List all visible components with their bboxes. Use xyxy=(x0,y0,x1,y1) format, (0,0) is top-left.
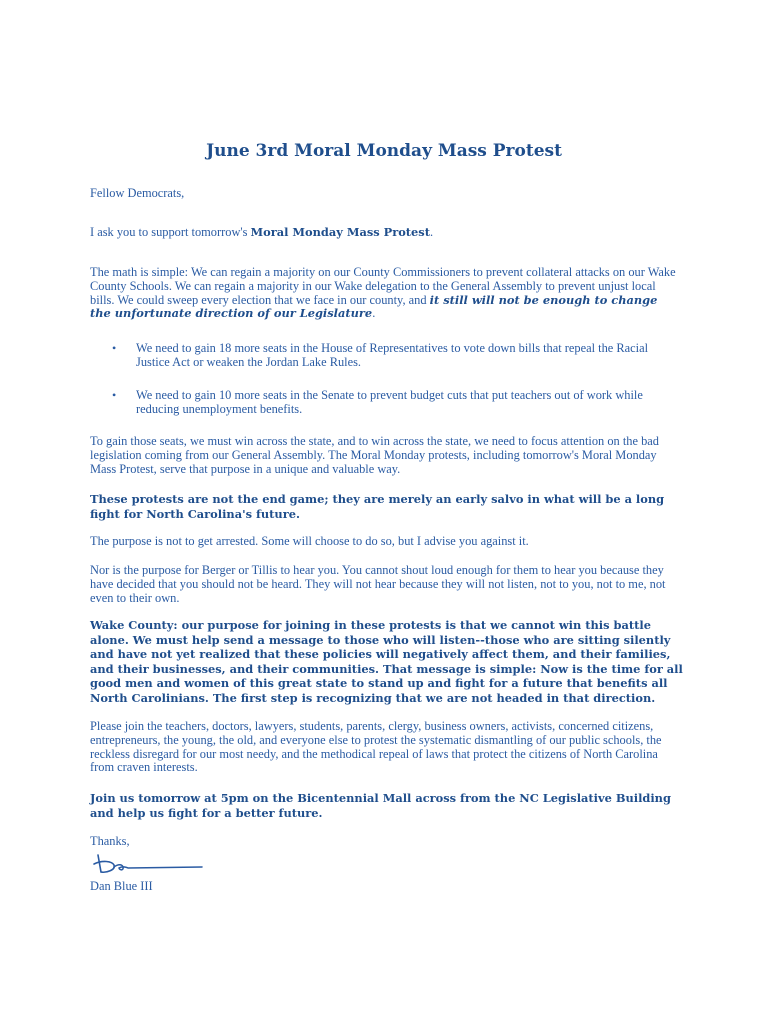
wake-county-bold-paragraph: Wake County: our purpose for joining in these protests is that we cannot win this battle alone. We must help send a message to those who will listen--those who are sitting silently and have not yet realized that these policies will negatively affect them, and their families, and their businesses, and their communities. That message is simple: Now is the time for all good men and women of this great state to stand up and fight for a future that benefits all North Carolinians. The first step is recognizing that we are not headed in that direction. xyxy=(90,618,683,705)
please-join-paragraph: Please join the teachers, doctors, lawyers, students, parents, clergy, business owners, activists, concerned citizens, entrepreneurs, the young, the old, and everyone else to protest the systematic dismantling of our public schools, the reckless disregard for our most needy, and the methodical repeal of laws that protect the citizens of North Carolina from craven interests. xyxy=(90,719,662,775)
intro-bold-text: Moral Monday Mass Protest xyxy=(250,225,430,239)
closing: Thanks, xyxy=(90,834,130,848)
bullet-icon: • xyxy=(112,388,117,402)
bullet-icon: • xyxy=(112,341,117,355)
intro-after-text: . xyxy=(429,225,434,239)
protests-bold-paragraph: These protests are not the end game; they are merely an early salvo in what will be a long fight for North Carolina's future. xyxy=(90,492,665,521)
intro-paragraph xyxy=(90,226,680,240)
signature-name: Dan Blue III xyxy=(90,879,153,893)
math-paragraph xyxy=(90,266,680,321)
math-after-text: . xyxy=(372,306,376,321)
purpose-paragraph: The purpose is not to get arrested. Some will choose to do so, but I advise you against it. xyxy=(90,534,529,548)
math-emphasis-text: it still will not be enough to change the unfortunate direction of our Legislature xyxy=(90,292,658,321)
join-us-bold-paragraph: Join us tomorrow at 5pm on the Bicentennial Mall across from the NC Legislative Building and help us fight for a better future. xyxy=(90,791,671,820)
salutation: Fellow Democrats, xyxy=(90,186,185,200)
bullet-text: We need to gain 18 more seats in the House of Representatives to vote down bills that repeal the Racial Justice Act or weaken the Jordan Lake Rules. xyxy=(136,341,649,369)
intro-text: I ask you to support tomorrow's xyxy=(90,225,251,239)
math-text: The math is simple: We can regain a majority on our County Commissioners to prevent collateral attacks on our Wake County Schools. We can regain a majority in our Wake delegation to the General Assembly to prevent unjust local bills. We could sweep every election that we face in our county, and xyxy=(90,265,676,307)
bullet-text: We need to gain 10 more seats in the Senate to prevent budget cuts that put teachers out of work while reducing unemployment benefits. xyxy=(136,388,643,416)
page-title: June 3rd Moral Monday Mass Protest xyxy=(206,141,562,161)
gain-seats-paragraph: To gain those seats, we must win across the state, and to win across the state, we need to focus attention on the bad legislation coming from our General Assembly. The Moral Monday protests, including tomorrow's Moral Monday Mass Protest, serve that purpose in a unique and valuable way. xyxy=(90,434,659,476)
nor-paragraph: Nor is the purpose for Berger or Tillis to hear you. You cannot shout loud enough for them to hear you because they have decided that you should not be heard. They will not hear because they will not listen, not to you, not to me, not even to their own. xyxy=(90,563,666,605)
